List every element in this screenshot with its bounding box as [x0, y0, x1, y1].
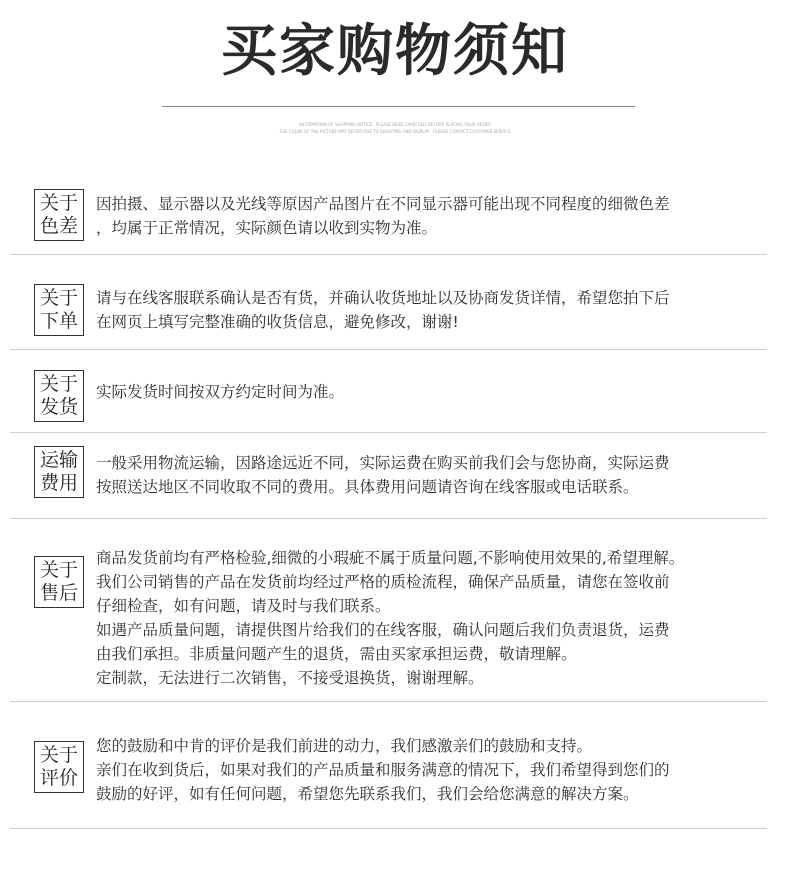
subtitle-fine-print: INFORMATION OF SHOPPING NOTICE · PLEASE READ CAREFULLY BEFORE PLACING YOUR ORDER [298, 122, 492, 127]
section-label-line: 售后 [39, 582, 78, 604]
section-text-line: ，均属于正常情况，实际颜色请以收到实物为准。 [96, 219, 438, 237]
section-label-line: 费用 [39, 472, 78, 494]
section-text-shipping [96, 380, 766, 404]
section-text-ordering [96, 286, 766, 334]
title-divider [162, 106, 635, 107]
section-label-reviews [34, 741, 84, 793]
section-divider [10, 701, 767, 702]
section-divider [10, 518, 767, 519]
section-label-line: 关于 [39, 192, 78, 214]
section-text-line: 一般采用物流运输，因路途远近不同，实际运费在购买前我们会与您协商，实际运费 [96, 454, 670, 472]
section-text-reviews [96, 734, 766, 806]
section-label-line: 关于 [39, 744, 78, 766]
section-text-color-difference [96, 192, 766, 240]
section-text-line: 因拍摄、显示器以及光线等原因产品图片在不同显示器可能出现不同程度的细微色差 [96, 195, 670, 213]
section-label-line: 关于 [39, 373, 78, 395]
section-text-line: 鼓励的好评，如有任何问题，希望您先联系我们，我们会给您满意的解决方案。 [96, 785, 639, 803]
section-label-line: 关于 [39, 559, 78, 581]
section-divider [10, 349, 767, 350]
section-text-line: 定制款，无法进行二次销售，不接受退换货，谢谢理解。 [96, 669, 484, 687]
section-text-line: 在网页上填写完整准确的收货信息，避免修改，谢谢! [96, 313, 459, 331]
section-label-ordering [34, 284, 84, 336]
section-divider [10, 828, 767, 829]
section-label-shipping [34, 370, 84, 422]
section-label-line: 色差 [39, 215, 78, 237]
section-text-line: 亲们在收到货后，如果对我们的产品质量和服务满意的情况下，我们希望得到您们的 [96, 761, 670, 779]
section-text-line: 仔细检查，如有问题，请及时与我们联系。 [96, 597, 391, 615]
section-label-line: 发货 [39, 396, 78, 418]
section-label-line: 下单 [39, 310, 78, 332]
section-label-freight [34, 446, 84, 498]
section-label-line: 评价 [39, 767, 78, 789]
section-text-after-sales [96, 546, 766, 690]
section-text-freight [96, 451, 766, 499]
section-divider [10, 432, 767, 433]
section-label-line: 运输 [39, 449, 78, 471]
section-label-line: 关于 [39, 287, 78, 309]
section-text-line: 实际发货时间按双方约定时间为准。 [96, 383, 345, 401]
section-label-after-sales [34, 556, 84, 608]
section-text-line: 您的鼓励和中肯的评价是我们前进的动力，我们感激亲们的鼓励和支持。 [96, 737, 593, 755]
section-text-line: 按照送达地区不同收取不同的费用。具体费用问题请咨询在线客服或电话联系。 [96, 478, 639, 496]
section-text-line: 我们公司销售的产品在发货前均经过严格的质检流程，确保产品质量，请您在签收前 [96, 573, 670, 591]
page-title: 买家购物须知 [221, 19, 569, 84]
section-text-line: 请与在线客服联系确认是否有货，并确认收货地址以及协商发货详情，希望您拍下后 [96, 289, 670, 307]
subtitle-fine-print: THE COLOR OF THE PICTURE MAY DIFFER DUE TO SHOOTING AND DISPLAY · PLEASE CONTACT CUSTOMER SERVICE [279, 129, 511, 134]
section-divider [10, 254, 767, 255]
section-label-color-difference [34, 189, 84, 241]
section-text-line: 如遇产品质量问题，请提供图片给我们的在线客服，确认问题后我们负责退货，运费 [96, 621, 670, 639]
section-text-line: 商品发货前均有严格检验,细微的小瑕疵不属于质量问题,不影响使用效果的,希望理解。 [96, 549, 685, 567]
section-text-line: 由我们承担。非质量问题产生的退货，需由买家承担运费，敬请理解。 [96, 645, 577, 663]
